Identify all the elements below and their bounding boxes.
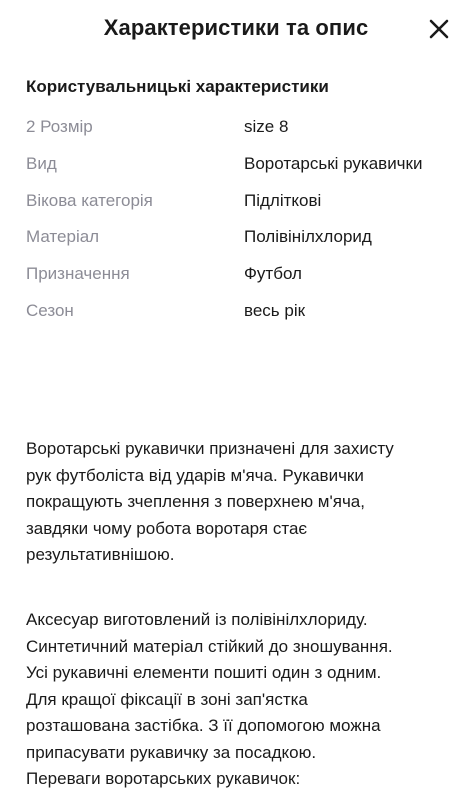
section-title: Користувальницькі характеристики [26, 77, 329, 96]
spec-value: Полівінілхлорид [244, 227, 372, 247]
description-line: рук футболіста від ударів м'яча. Рукавички [26, 465, 364, 485]
description-line: Усі рукавичні елементи пошиті один з одним. [26, 663, 382, 682]
spec-value: весь рік [244, 300, 306, 320]
spec-row-size [26, 117, 456, 154]
description-paragraph-1 [26, 436, 456, 569]
spec-key: Вікова категорія [26, 190, 153, 210]
description-paragraph-2 [26, 607, 456, 793]
spec-row-material [26, 227, 456, 264]
description-line: Аксесуар виготовлений із полівінілхлориду. [26, 610, 368, 629]
spec-key: Призначення [26, 264, 130, 284]
spec-row-purpose [26, 264, 456, 301]
spec-value: size 8 [244, 117, 289, 136]
description-line: результативнішою. [26, 545, 175, 564]
spec-row-season [26, 301, 456, 338]
close-icon [426, 16, 452, 42]
description-line: Переваги воротарських рукавичок: [26, 769, 301, 788]
spec-key: Сезон [26, 300, 74, 320]
spec-value: Воротарські рукавички [244, 153, 423, 173]
description-line: припасувати рукавичку за посадкою. [26, 742, 317, 762]
spec-value: Футбол [244, 264, 302, 284]
spec-row-age [26, 191, 456, 228]
description-line: Для кращої фіксації в зоні зап'ястка [26, 689, 308, 709]
description-line: завдяки чому робота воротаря стає [26, 518, 308, 538]
spec-key: 2 Розмір [26, 117, 93, 136]
description-line: Воротарські рукавички призначені для захисту [26, 439, 394, 458]
description-line: покращують зчеплення з поверхнею м'яча, [26, 492, 365, 511]
specs-table [26, 117, 456, 338]
spec-key: Вид [26, 153, 57, 173]
spec-row-type [26, 154, 456, 191]
close-button[interactable] [426, 16, 452, 42]
description-line: Синтетичний матеріал стійкий до зношування. [26, 636, 393, 656]
modal-title: Характеристики та опис [103, 15, 369, 40]
spec-key: Матеріал [26, 227, 100, 247]
spec-value: Підліткові [244, 190, 322, 210]
modal-header [0, 0, 472, 58]
description-line: розташована застібка. З її допомогою можна [26, 716, 381, 735]
